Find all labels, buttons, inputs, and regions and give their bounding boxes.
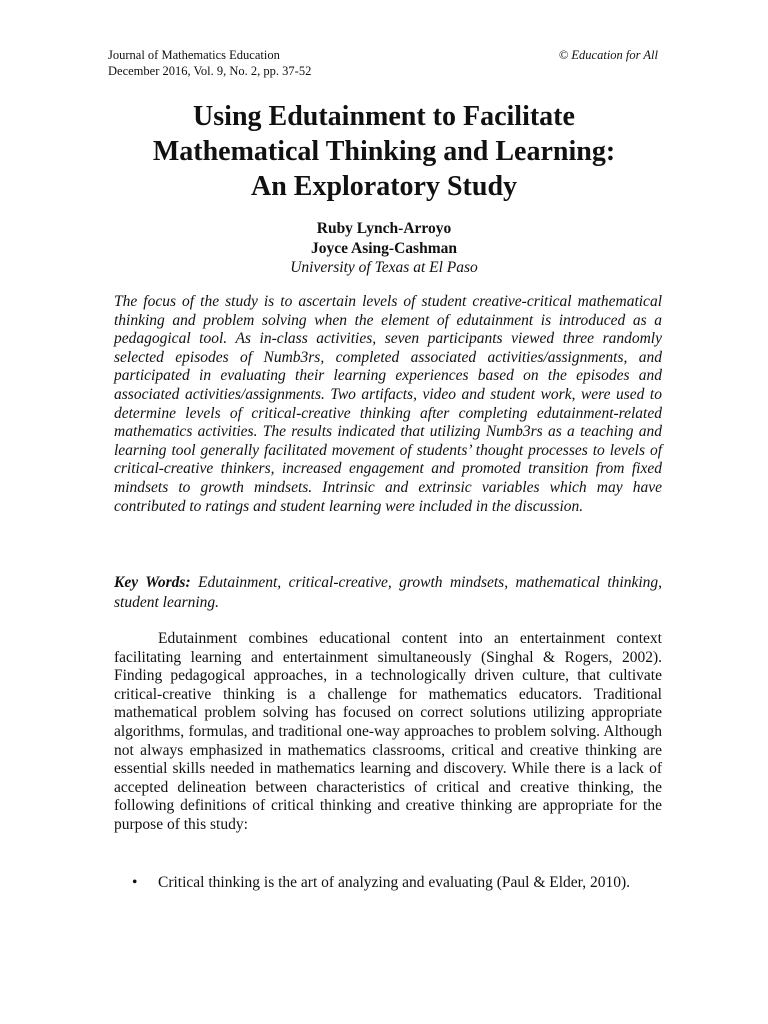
author-block bbox=[100, 219, 668, 278]
author-name: Ruby Lynch-Arroyo bbox=[316, 220, 452, 237]
author-affiliation: University of Texas at El Paso bbox=[290, 259, 478, 276]
copyright-notice: © Education for All bbox=[558, 48, 658, 62]
journal-name: Journal of Mathematics Education bbox=[108, 48, 280, 62]
keywords-list: Edutainment, critical-creative, growth mindsets, mathematical thinking, student learning. bbox=[114, 574, 662, 611]
paper-title bbox=[100, 99, 668, 204]
definition-list bbox=[114, 874, 662, 893]
keywords-label: Key Words: bbox=[114, 574, 191, 591]
bullet-icon: • bbox=[132, 874, 138, 891]
author-name: Joyce Asing-Cashman bbox=[311, 239, 457, 257]
list-item-text: Critical thinking is the art of analyzing and evaluating (Paul & Elder, 2010). bbox=[158, 874, 631, 891]
title-line-3: An Exploratory Study bbox=[250, 171, 518, 202]
list-item bbox=[114, 874, 662, 893]
journal-issue: December 2016, Vol. 9, No. 2, pp. 37-52 bbox=[108, 64, 312, 78]
abstract: The focus of the study is to ascertain levels of student creative-critical mathematical thinking and problem solving when the element of edutainment is introduced as a pedagogical tool. As in-class activities, seven participants viewed three randomly selected episodes of Numb3rs, completed associated activities/assignments, and participated in evaluating their learning experiences based on the episodes and associated activities/assignments. Two artifacts, video and student work, were used to determine levels of critical-creative thinking after completing edutainment-related mathematics activities. The results indicated that utilizing Numb3rs as a teaching and learning tool generally facilitated movement of students’ thought processes to levels of critical-creative thinkers, increased engagement and promoted transition from fixed mindsets to growth mindsets. Intrinsic and extrinsic variables which may have contributed to ratings and student learning were included in the discussion. bbox=[114, 293, 662, 515]
keywords bbox=[114, 573, 662, 613]
title-line-2: Mathematical Thinking and Learning: bbox=[152, 136, 616, 167]
body-paragraph: Edutainment combines educational content into an entertainment context facilitating learning and entertainment simultaneously (Singhal & Rogers, 2002). Finding pedagogical approaches, in a technologically driven culture, that cultivate critical-creative thinking is a challenge for mathematics educators. Traditional mathematical problem solving has focused on correct solutions utilizing appropriate algorithms, formulas, and traditional one-way approaches to problem solving. Although not always emphasized in mathematics classrooms, critical and creative thinking are essential skills needed in mathematics learning and discovery. While there is a lack of accepted delineation between characteristics of critical and creative thinking, the following definitions of critical thinking and creative thinking are appropriate for the purpose of this study: bbox=[114, 630, 662, 833]
title-line-1: Using Edutainment to Facilitate bbox=[193, 101, 575, 132]
journal-citation bbox=[108, 47, 311, 79]
